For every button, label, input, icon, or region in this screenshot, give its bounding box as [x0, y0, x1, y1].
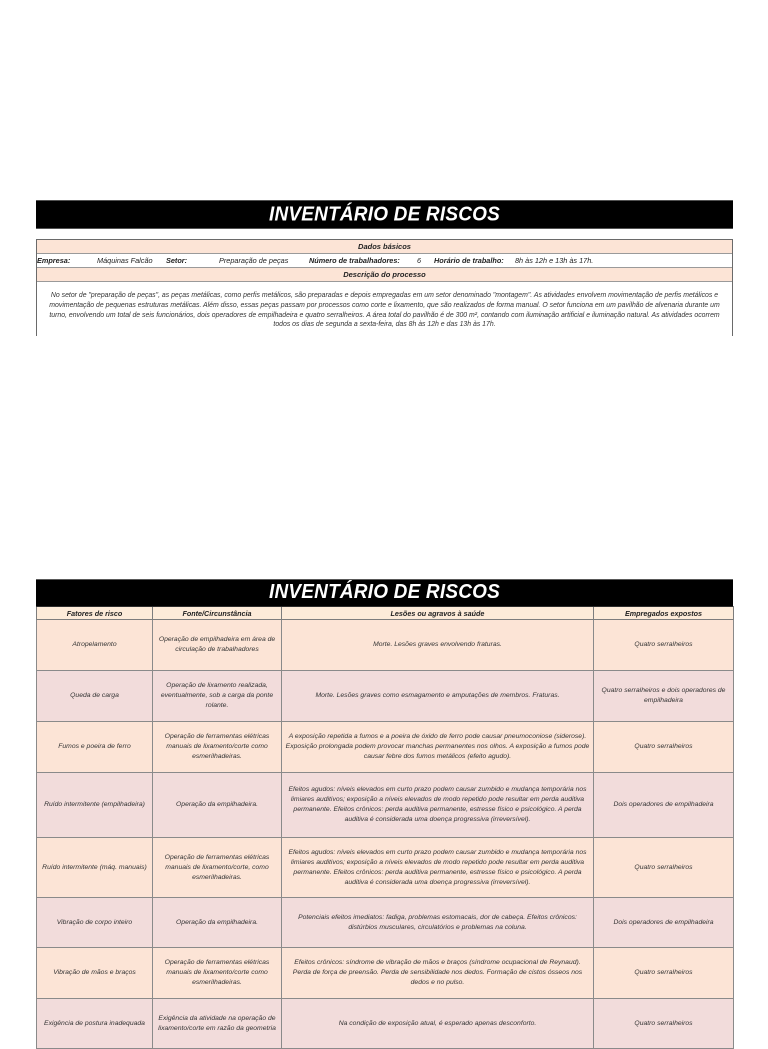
horario-value: 8h às 12h e 13h às 17h. — [515, 256, 594, 265]
trabalhadores-value: 6 — [417, 256, 422, 265]
cell-fator: Vibração de mãos e braços — [37, 948, 153, 999]
process-description-text: No setor de "preparação de peças", as peças metálicas, como perfis metálicos, são preparadas e depois empregadas em um setor denominado "montagem". As atividades envolvem movimentação de perfis metálicos e movimentação de pequenas estruturas metálicas. Além disso, essas peças passam por processos como corte e lixamento, que são realizados de forma manual. O setor funciona em um pavilhão de alvenaria durante um turno, envolvendo um total de seis funcionários, dois operadores de empilhadeira e quatro serralheiros. A área total do pavilhão é de 300 m², contando com iluminação artificial e iluminação natural. As atividades ocorrem todos os dias de segunda a sexta-feira, das 8h às 12h e das 13h às 17h. — [37, 282, 732, 336]
basic-data-section — [36, 201, 733, 336]
cell-fonte: Operação da empilhadeira. — [153, 898, 282, 948]
cell-expostos: Quatro serralheiros — [594, 999, 734, 1049]
cell-lesoes: Na condição de exposição atual, é esperado apenas desconforto. — [282, 999, 594, 1049]
table-row — [37, 671, 734, 722]
basic-data-row — [37, 254, 732, 268]
cell-fonte: Operação de ferramentas elétricas manuais de lixamento/corte como esmerilhadeiras. — [153, 722, 282, 773]
table-row — [37, 620, 734, 671]
col-header-expostos: Empregados expostos — [594, 607, 734, 620]
setor-label: Setor: — [166, 256, 188, 265]
cell-lesoes: Efeitos agudos: níveis elevados em curto prazo podem causar zumbido e mudança temporária nos limiares auditivos; exposição a níveis elevados de modo repetido pode resultar em perda auditiva permanente. Efeitos crônicos: perda auditiva permanente, estresse físico e psicológico. A perda auditiva é considerada uma doença progressiva (irreversível). — [282, 838, 594, 898]
empresa-label: Empresa: — [37, 256, 71, 265]
cell-expostos: Dois operadores de empilhadeira — [594, 773, 734, 838]
setor-value: Preparação de peças — [219, 256, 289, 265]
cell-lesoes: Potenciais efeitos imediatos: fadiga, problemas estomacais, dor de cabeça. Efeitos crônicos: distúrbios musculares, circulatórios e problemas na coluna. — [282, 898, 594, 948]
risk-table — [36, 606, 734, 1049]
col-header-fatores: Fatores de risco — [37, 607, 153, 620]
cell-fonte: Operação da empilhadeira. — [153, 773, 282, 838]
table-row — [37, 773, 734, 838]
table-row — [37, 838, 734, 898]
cell-expostos: Quatro serralheiros — [594, 620, 734, 671]
cell-fator: Fumos e poeira de ferro — [37, 722, 153, 773]
cell-expostos: Quatro serralheiros — [594, 838, 734, 898]
cell-fonte: Operação de ferramentas elétricas manuais de lixamento/corte como esmerilhadeiras. — [153, 948, 282, 999]
cell-fator: Ruído intermitente (máq. manuais) — [37, 838, 153, 898]
cell-expostos: Dois operadores de empilhadeira — [594, 898, 734, 948]
cell-lesoes: A exposição repetida a fumos e a poeira de óxido de ferro pode causar pneumoconiose (siderose). Exposição prolongada podem provocar manchas permanentes nos olhos. A exposição a fumos pode causar febre dos fumos metálicos (efeito agudo). — [282, 722, 594, 773]
cell-fonte: Exigência da atividade na operação de lixamento/corte em razão da geometria — [153, 999, 282, 1049]
table-row — [37, 948, 734, 999]
doc-title-banner: INVENTÁRIO DE RISCOS — [36, 200, 733, 228]
cell-lesoes: Efeitos agudos: níveis elevados em curto prazo podem causar zumbido e mudança temporária nos limiares auditivos; exposição a níveis elevados de modo repetido pode resultar em perda auditiva permanente. Efeitos crônicos: perda auditiva permanente, estresse físico e psicológico. A perda auditiva é considerada uma doença progressiva (irreversível). — [282, 773, 594, 838]
table-header-row — [37, 607, 734, 620]
risk-inventory-section — [36, 580, 733, 1049]
cell-fator: Queda de carga — [37, 671, 153, 722]
cell-fator: Exigência de postura inadequada — [37, 999, 153, 1049]
horario-label: Horário de trabalho: — [434, 256, 504, 265]
cell-fonte: Operação de ferramentas elétricas manuais de lixamento/corte, como esmerilhadeiras. — [153, 838, 282, 898]
col-header-fonte: Fonte/Circunstância — [153, 607, 282, 620]
cell-fator: Atropelamento — [37, 620, 153, 671]
basic-data-heading: Dados básicos — [37, 240, 732, 254]
cell-fator: Vibração de corpo inteiro — [37, 898, 153, 948]
cell-expostos: Quatro serralheiros e dois operadores de empilhadeira — [594, 671, 734, 722]
cell-expostos: Quatro serralheiros — [594, 948, 734, 999]
table-row — [37, 722, 734, 773]
cell-lesoes: Efeitos crônicos: síndrome de vibração de mãos e braços (síndrome ocupacional de Reynaud). Perda de força de preensão. Perda de sensibilidade nos dedos. Formação de cistos ósseos nos dedos e no pulso. — [282, 948, 594, 999]
empresa-value: Máquinas Falcão — [97, 256, 153, 265]
doc-title-banner-2: INVENTÁRIO DE RISCOS — [36, 579, 733, 606]
table-row — [37, 898, 734, 948]
process-description-heading: Descrição do processo — [37, 268, 732, 282]
trabalhadores-label: Número de trabalhadores: — [309, 256, 400, 265]
cell-fonte: Operação de lixamento realizada, eventualmente, sob a carga da ponte rolante. — [153, 671, 282, 722]
cell-lesoes: Morte. Lesões graves envolvendo fraturas. — [282, 620, 594, 671]
cell-fonte: Operação de empilhadeira em área de circulação de trabalhadores — [153, 620, 282, 671]
cell-lesoes: Morte. Lesões graves como esmagamento e amputações de membros. Fraturas. — [282, 671, 594, 722]
cell-expostos: Quatro serralheiros — [594, 722, 734, 773]
col-header-lesoes: Lesões ou agravos à saúde — [282, 607, 594, 620]
basic-data-frame — [36, 239, 733, 336]
cell-fator: Ruído intermitente (empilhadeira) — [37, 773, 153, 838]
